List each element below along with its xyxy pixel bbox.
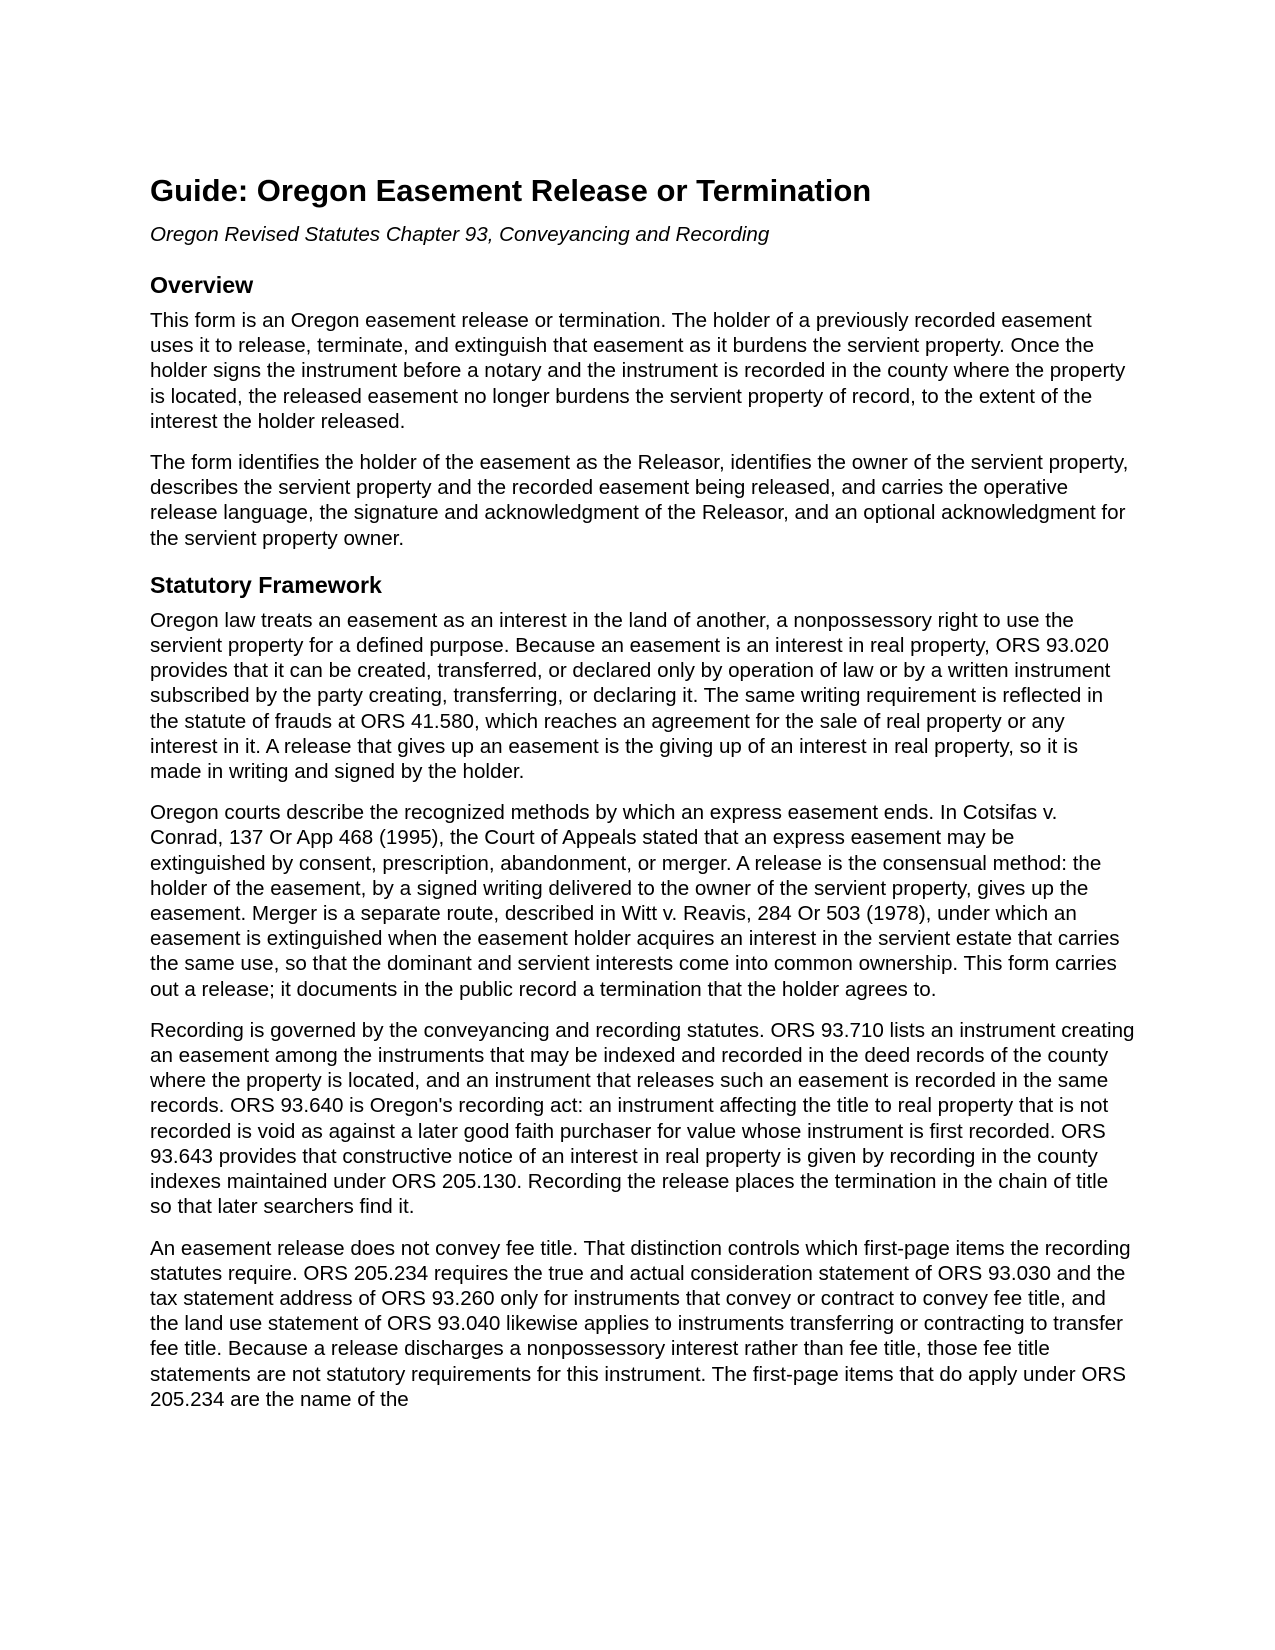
section-heading-overview: Overview — [150, 272, 254, 298]
framework-paragraph: Oregon law treats an easement as an interest in the land of another, a nonpossessory right to use the servient property for a defined purpose. Because an easement is an interest in real property, ORS 93.020 provides that it can be created, transferred, or declared only by operation of law or by a written instrument subscribed by the party creating, transferring, or declaring it. The same writing requirement is reflected in the statute of frauds at ORS 41.580, which reaches an agreement for the sale of real property or any interest in it. A release that gives up an easement is the giving up of an interest in real property, so it is made in writing and signed by the holder. — [150, 608, 1111, 784]
framework-paragraph: Oregon courts describe the recognized methods by which an express easement ends. In Cotsifas v. Conrad, 137 Or App 468 (1995), the Court of Appeals stated that an express easement may be extinguished by consent, prescription, abandonment, or merger. A release is the consensual method: the holder of the easement, by a signed writing delivered to the owner of the servient property, gives up the easement. Merger is a separate route, described in Witt v. Reavis, 284 Or 503 (1978), under which an easement is extinguished when the easement holder acquires an interest in the servient estate that carries the same use, so that the dominant and servient interests come into common ownership. This form carries out a release; it documents in the public record a termination that the holder agrees to. — [150, 801, 1120, 1001]
overview-paragraph: The form identifies the holder of the easement as the Releasor, identifies the owner of the servient property, describes the servient property and the recorded easement being released, and carries the operative release language, the signature and acknowledgment of the Releasor, and an optional acknowledgment for the servient property owner. — [150, 451, 1129, 550]
section-heading-statutory-framework: Statutory Framework — [150, 571, 382, 598]
framework-paragraph: An easement release does not convey fee title. That distinction controls which first-page items the recording statutes require. ORS 205.234 requires the true and actual consideration statement of ORS 93.030 and the tax statement address of ORS 93.260 only for instruments that convey or contract to convey fee title, and the land use statement of ORS 93.040 likewise applies to instruments transferring or contracting to transfer fee title. Because a release discharges a nonpossessory interest rather than fee title, those fee title statements are not statutory requirements for this instrument. The first-page items that do apply under ORS 205.234 are the name of the — [150, 1236, 1131, 1411]
document-page — [150, 172, 1135, 1412]
framework-paragraph: Recording is governed by the conveyancing and recording statutes. ORS 93.710 lists an instrument creating an easement among the instruments that may be indexed and recorded in the deed records of the county where the property is located, and an instrument that releases such an easement is recorded in the same records. ORS 93.640 is Oregon's recording act: an instrument affecting the title to real property that is not recorded is void as against a later good faith purchaser for value whose instrument is first recorded. ORS 93.643 provides that constructive notice of an interest in real property is given by recording in the county indexes maintained under ORS 205.130. Recording the release places the termination in the chain of title so that later searchers find it. — [150, 1018, 1135, 1219]
page-subtitle: Oregon Revised Statutes Chapter 93, Conveyancing and Recording — [150, 223, 770, 246]
page-title: Guide: Oregon Easement Release or Termination — [150, 173, 872, 208]
overview-paragraph: This form is an Oregon easement release or termination. The holder of a previously recorded easement uses it to release, terminate, and extinguish that easement as it burdens the servient property. Once the holder signs the instrument before a notary and the instrument is recorded in the county where the property is located, the released easement no longer burdens the servient property of record, to the extent of the interest the holder released. — [150, 309, 1126, 433]
